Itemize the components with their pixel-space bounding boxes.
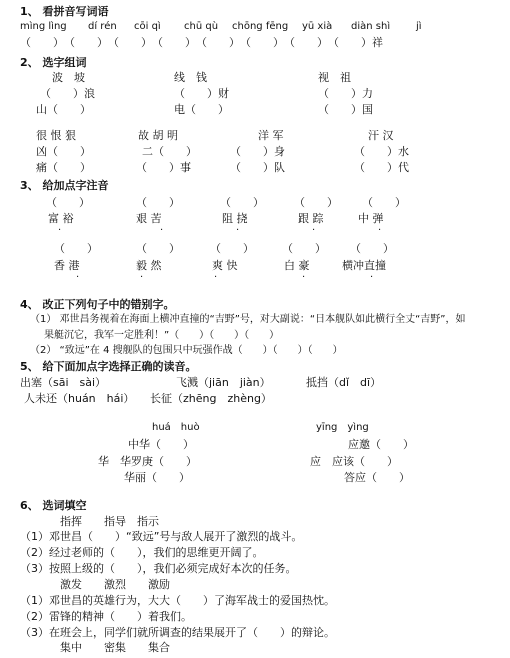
emphasis-dot: ·: [58, 225, 62, 236]
emphasis-dot: ·: [214, 272, 218, 283]
q2-row2-3[interactable]: （ ）国: [318, 103, 373, 116]
q4-title: 4、 改正下列句子中的错别字。: [20, 298, 175, 311]
q2-g2-row1-4[interactable]: （ ）水: [354, 145, 409, 158]
q3-paren[interactable]: （ ）: [136, 196, 180, 209]
q3-word: 阻 挠: [222, 212, 248, 225]
q2-pair-3: 视 祖: [318, 71, 351, 84]
q4-line-2[interactable]: 果艇沉它，我军一定胜利！”（ ）（ ）（ ）: [44, 330, 280, 341]
q2-g2-row1-3[interactable]: （ ）身: [230, 145, 285, 158]
q2-row2-1[interactable]: 山（ ）: [36, 103, 91, 116]
q3-title: 3、 给加点字注音: [20, 179, 109, 192]
q2-head-2: 故 胡 明: [138, 129, 178, 142]
q5-pinyin-right: yīng yìng: [316, 422, 369, 433]
q3-word: 富 裕: [48, 212, 74, 225]
emphasis-dot: ·: [302, 272, 306, 283]
q5-right-3[interactable]: 答应（ ）: [344, 471, 410, 484]
emphasis-dot: ·: [160, 225, 164, 236]
q3-word: 跟 踪: [298, 212, 324, 225]
q6-sentence[interactable]: （3）按照上级的（ ），我们必须完成好本次的任务。: [20, 562, 297, 575]
pinyin-8: jì: [416, 21, 422, 32]
q6-title: 6、 选词填空: [20, 499, 87, 512]
q4-line-1: （1） 邓世昌务视着在海面上横冲直撞的“吉野”号，对大副说：“日本舰队如此横行全丈“吉野”，如: [30, 314, 466, 325]
q2-head-3: 洋 军: [258, 129, 284, 142]
q5-title: 5、 给下面加点字选择正确的读音。: [20, 360, 197, 373]
q3-paren[interactable]: （ ）: [54, 242, 98, 255]
q2-row2-2[interactable]: 电（ ）: [174, 103, 229, 116]
q6-words-1: 指挥 指导 指示: [60, 515, 159, 528]
q2-title: 2、 选字组词: [20, 56, 87, 69]
q5-item[interactable]: 长征（zhēng zhèng）: [150, 392, 272, 405]
q3-paren[interactable]: （ ）: [282, 242, 326, 255]
q2-row1-3[interactable]: （ ）力: [318, 87, 373, 100]
pinyin-3: cōi qì: [134, 21, 161, 32]
q3-paren[interactable]: （ ）: [350, 242, 394, 255]
q2-head-4: 汗 汉: [368, 129, 394, 142]
emphasis-dot: ·: [140, 272, 144, 283]
q3-word: 中 弹: [358, 212, 384, 225]
q3-word: 横冲直撞: [342, 259, 386, 272]
pinyin-5: chōng fēng: [232, 21, 289, 32]
pinyin-4: chū qù: [184, 21, 219, 32]
q1-blanks[interactable]: （ ） （ ） （ ） （ ） （ ） （ ） （ ） （ ）祥: [20, 36, 383, 49]
q6-sentence[interactable]: （1）邓世昌的英雄行为，大大（ ）了海军战士的爱国热忱。: [20, 594, 335, 607]
q5-right-1[interactable]: 应邀（ ）: [348, 438, 414, 451]
q6-sentence[interactable]: （2）经过老师的（ ），我们的思维更开阔了。: [20, 546, 264, 559]
q2-pair-2: 线 钱: [174, 71, 207, 84]
q3-word: 艰 苦: [136, 212, 162, 225]
q2-g2-row1-2[interactable]: 二（ ）: [142, 145, 197, 158]
q3-paren[interactable]: （ ）: [362, 196, 406, 209]
q5-item[interactable]: 抵挡（dǐ dī）: [306, 376, 382, 389]
q5-right-2[interactable]: 应 应该（ ）: [310, 455, 398, 468]
q6-words-3: 集中 密集 集合: [60, 641, 170, 654]
q5-pinyin-left: huá huò: [152, 422, 200, 433]
pinyin-6: yū xià: [302, 21, 333, 32]
q5-item[interactable]: 飞溅（jiān jiàn）: [176, 376, 271, 389]
q3-paren[interactable]: （ ）: [46, 196, 90, 209]
q3-word: 毅 然: [136, 259, 162, 272]
q5-left-2[interactable]: 华 华罗庚（ ）: [98, 455, 197, 468]
pinyin-1: mìng lìng: [20, 21, 67, 32]
q2-row1-2[interactable]: （ ）财: [174, 87, 229, 100]
q6-sentence[interactable]: （1）邓世昌（ ）“致远”号与敌人展开了激烈的战斗。: [20, 530, 303, 543]
q3-paren[interactable]: （ ）: [210, 242, 254, 255]
q3-word: 爽 快: [212, 259, 238, 272]
q5-left-1[interactable]: 中华（ ）: [128, 438, 194, 451]
q4-line-3[interactable]: （2） “致远”在 4 搜舰队的包围只中玩强作战（ ）（ ）（ ）: [30, 345, 343, 356]
q2-head-1: 很 恨 狠: [36, 129, 76, 142]
q5-left-3[interactable]: 华丽（ ）: [124, 471, 190, 484]
q2-g2-row2-1[interactable]: 痛（ ）: [36, 161, 91, 174]
pinyin-7: diàn shì: [351, 21, 391, 32]
q3-word: 白 豪: [284, 259, 310, 272]
emphasis-dot: ·: [370, 272, 374, 283]
q2-g2-row1-1[interactable]: 凶（ ）: [36, 145, 91, 158]
q6-sentence[interactable]: （2）雷锋的精神（ ）着我们。: [20, 610, 192, 623]
q2-g2-row2-4[interactable]: （ ）代: [354, 161, 409, 174]
q3-paren[interactable]: （ ）: [220, 196, 264, 209]
emphasis-dot: ·: [312, 225, 316, 236]
q6-words-2: 激发 激烈 激励: [60, 578, 170, 591]
pinyin-2: dí rén: [88, 21, 117, 32]
q2-pair-1: 波 坡: [52, 71, 85, 84]
q6-sentence[interactable]: （3）在班会上，同学们就所调查的结果展开了（ ）的辩论。: [20, 626, 335, 639]
emphasis-dot: ·: [378, 225, 382, 236]
q5-item[interactable]: 出塞（sāi sài）: [20, 376, 107, 389]
q3-word: 香 港: [54, 259, 80, 272]
q5-item[interactable]: 人未还（huán hái）: [24, 392, 135, 405]
emphasis-dot: ·: [236, 225, 240, 236]
q2-row1-1[interactable]: （ ）浪: [40, 87, 95, 100]
emphasis-dot: ·: [76, 272, 80, 283]
q3-paren[interactable]: （ ）: [294, 196, 338, 209]
q1-title: 1、 看拼音写词语: [20, 5, 109, 18]
q2-g2-row2-3[interactable]: （ ）队: [230, 161, 285, 174]
q2-g2-row2-2[interactable]: （ ）事: [136, 161, 191, 174]
q3-paren[interactable]: （ ）: [136, 242, 180, 255]
